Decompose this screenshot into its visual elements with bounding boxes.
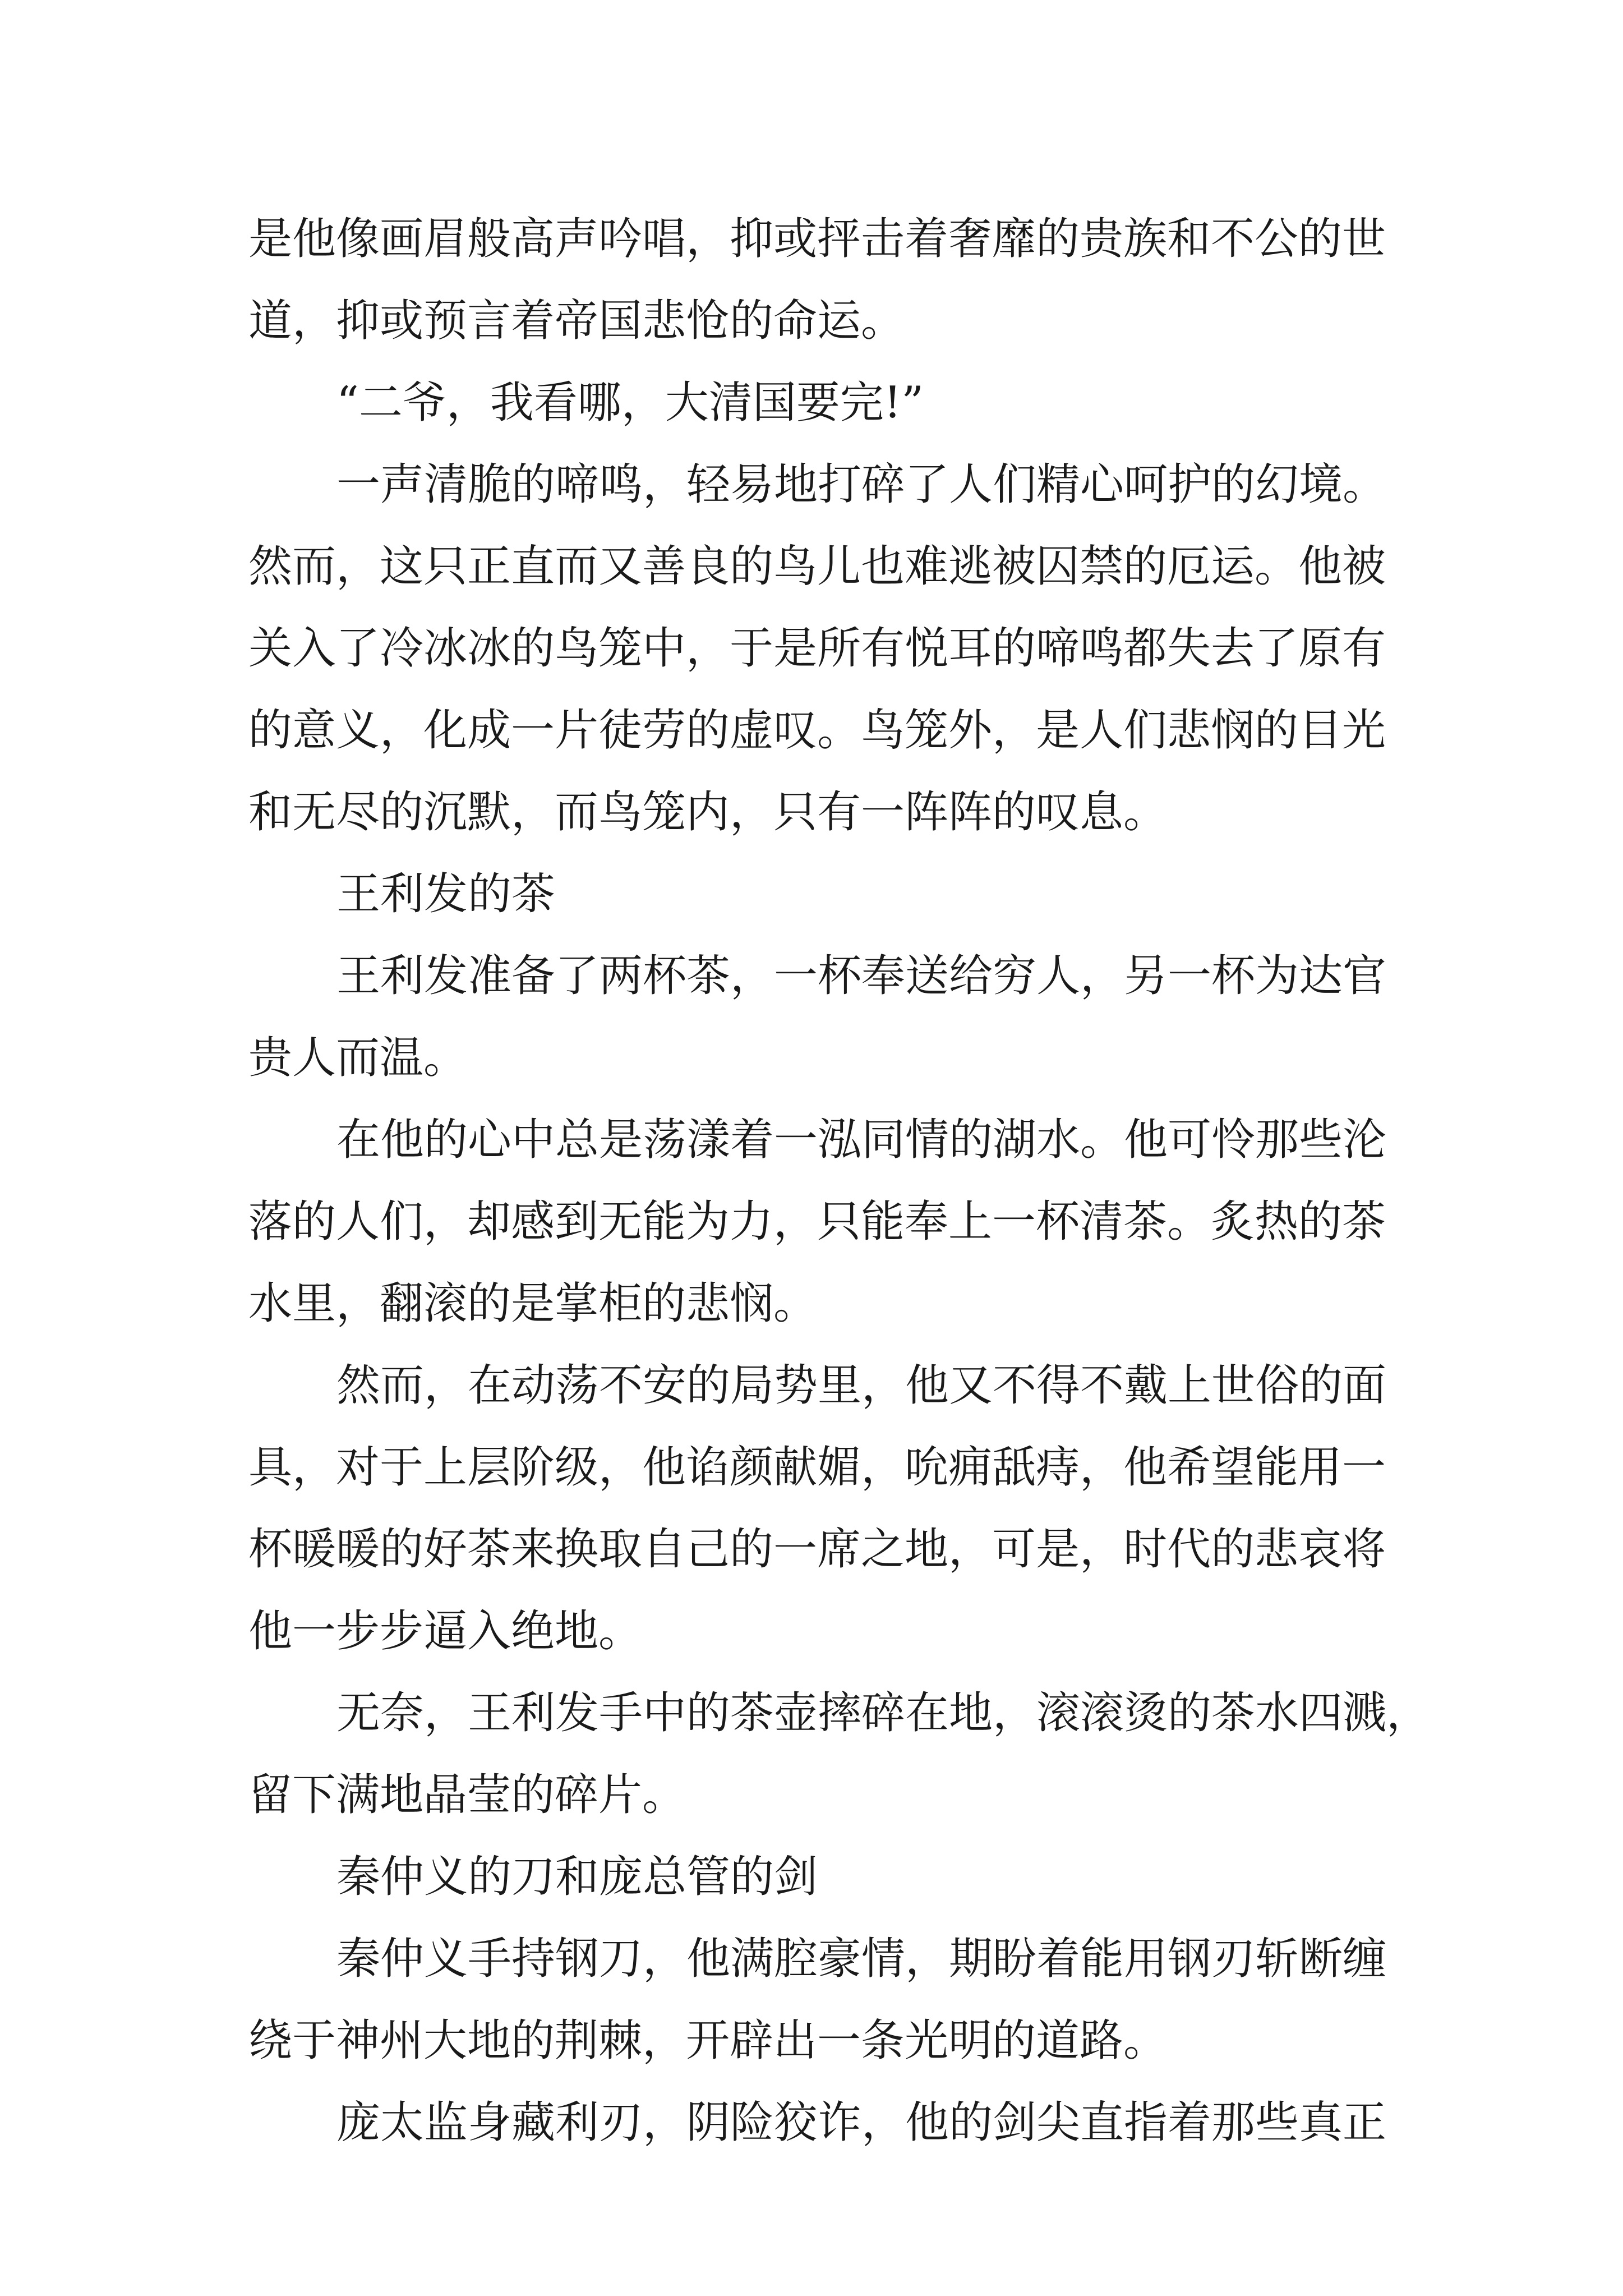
text-line: 落的人们，却感到无能为力，只能奉上一杯清茶。炙热的茶 <box>248 1197 1386 1247</box>
text-line: 无奈，王利发手中的茶壶摔碎在地，滚滚烫的茶水四溅， <box>336 1688 1431 1738</box>
text-line: 具，对于上层阶级，他谄颜献媚，吮痈舐痔，他希望能用一 <box>248 1442 1386 1493</box>
section-heading: 秦仲义的刀和庞总管的剑 <box>336 1852 818 1902</box>
dialogue-line: “二爷，我看哪，大清国要完!” <box>336 378 924 428</box>
text-line: 杯暖暖的好茶来换取自己的一席之地，可是，时代的悲哀将 <box>248 1524 1386 1575</box>
text-line: 庞太监身藏利刃，阴险狡诈，他的剑尖直指着那些真正 <box>336 2097 1387 2148</box>
text-line: 的意义，化成一片徒劳的虚叹。鸟笼外，是人们悲悯的目光 <box>248 705 1386 756</box>
text-line: 贵人而温。 <box>248 1033 468 1083</box>
text-line: 水里，翻滚的是掌柜的悲悯。 <box>248 1278 818 1329</box>
text-line: 关入了冷冰冰的鸟笼中，于是所有悦耳的啼鸣都失去了原有 <box>248 623 1386 674</box>
text-line: 然而，这只正直而又善良的鸟儿也难逃被囚禁的厄运。他被 <box>248 541 1386 592</box>
text-line: 道，抑或预言着帝国悲怆的命运。 <box>248 296 905 346</box>
text-line: 和无尽的沉默，而鸟笼内，只有一阵阵的叹息。 <box>248 787 1168 838</box>
text-line: 在他的心中总是荡漾着一泓同情的湖水。他可怜那些沦 <box>336 1115 1387 1165</box>
text-line: 他一步步逼入绝地。 <box>248 1606 643 1657</box>
text-line: 一声清脆的啼鸣，轻易地打碎了人们精心呵护的幻境。 <box>336 459 1387 510</box>
text-line: 留下满地晶莹的碎片。 <box>248 1770 686 1820</box>
text-line: 然而，在动荡不安的局势里，他又不得不戴上世俗的面 <box>336 1360 1387 1411</box>
section-heading: 王利发的茶 <box>336 869 556 919</box>
text-line: 王利发准备了两杯茶，一杯奉送给穷人，另一杯为达官 <box>336 951 1387 1001</box>
text-line: 秦仲义手持钢刀，他满腔豪情，期盼着能用钢刃斩断缠 <box>336 1934 1387 1984</box>
text-line: 绕于神州大地的荆棘，开辟出一条光明的道路。 <box>248 2016 1168 2066</box>
text-line: 是他像画眉般高声吟唱，抑或抨击着奢靡的贵族和不公的世 <box>248 214 1386 264</box>
